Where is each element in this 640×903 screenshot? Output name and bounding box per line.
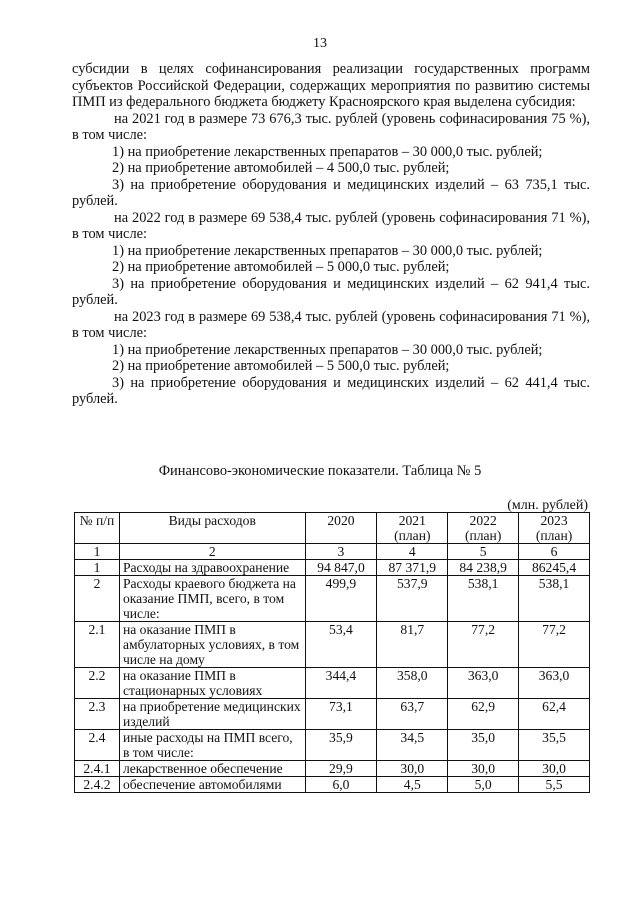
column-number: 1 xyxy=(75,544,120,560)
year-2022-paragraph: на 2022 год в размере 69 538,4 тыс. рублей (уровень софинасирования 71 %), в том числе: xyxy=(72,209,590,242)
row-number: 2.3 xyxy=(75,699,120,730)
value-2020: 35,9 xyxy=(305,730,377,761)
column-number: 4 xyxy=(377,544,448,560)
table-row xyxy=(75,668,590,699)
value-2022: 84 238,9 xyxy=(448,560,519,576)
table-row xyxy=(75,730,590,761)
value-2020: 6,0 xyxy=(305,777,377,793)
row-name: иные расходы на ПМП всего, в том числе: xyxy=(119,730,305,761)
value-2023: 30,0 xyxy=(519,761,590,777)
value-2022: 538,1 xyxy=(448,576,519,622)
value-2021: 34,5 xyxy=(377,730,448,761)
value-2021: 4,5 xyxy=(377,777,448,793)
value-2023: 35,5 xyxy=(519,730,590,761)
table-row xyxy=(75,576,590,622)
row-name: Расходы краевого бюджета на оказание ПМП, всего, в том числе: xyxy=(119,576,305,622)
value-2021: 63,7 xyxy=(377,699,448,730)
list-item: 1) на приобретение лекарственных препаратов – 30 000,0 тыс. рублей; xyxy=(112,341,543,358)
header-2023: 2023 (план) xyxy=(519,513,590,544)
value-2023: 538,1 xyxy=(519,576,590,622)
value-2021: 537,9 xyxy=(377,576,448,622)
value-2020: 73,1 xyxy=(305,699,377,730)
value-2020: 29,9 xyxy=(305,761,377,777)
list-item: 1) на приобретение лекарственных препаратов – 30 000,0 тыс. рублей; xyxy=(112,143,543,160)
value-2020: 499,9 xyxy=(305,576,377,622)
financial-table xyxy=(74,512,590,793)
value-2023: 5,5 xyxy=(519,777,590,793)
column-number: 6 xyxy=(519,544,590,560)
row-name: обеспечение автомобилями xyxy=(119,777,305,793)
row-number: 2.4.2 xyxy=(75,777,120,793)
column-number: 5 xyxy=(448,544,519,560)
value-2021: 87 371,9 xyxy=(377,560,448,576)
value-2022: 35,0 xyxy=(448,730,519,761)
list-item: 2) на приобретение автомобилей – 5 000,0 тыс. рублей; xyxy=(112,259,450,275)
header-2020: 2020 xyxy=(305,513,377,544)
value-2020: 344,4 xyxy=(305,668,377,699)
row-name: на оказание ПМП в амбулаторных условиях, в том числе на дому xyxy=(119,622,305,668)
list-item: 3) на приобретение оборудования и медицинских изделий – 62 441,4 тыс. рублей. xyxy=(72,374,590,407)
row-name: Расходы на здравоохранение xyxy=(119,560,305,576)
row-number: 2 xyxy=(75,576,120,622)
row-number: 2.4 xyxy=(75,730,120,761)
value-2021: 81,7 xyxy=(377,622,448,668)
value-2022: 77,2 xyxy=(448,622,519,668)
body-text xyxy=(72,61,590,408)
column-number: 3 xyxy=(305,544,377,560)
value-2020: 94 847,0 xyxy=(305,560,377,576)
value-2023: 62,4 xyxy=(519,699,590,730)
header-num: № п/п xyxy=(75,513,120,544)
list-item: 1) на приобретение лекарственных препаратов – 30 000,0 тыс. рублей; xyxy=(112,242,543,259)
row-number: 2.2 xyxy=(75,668,120,699)
value-2023: 86245,4 xyxy=(519,560,590,576)
value-2022: 30,0 xyxy=(448,761,519,777)
list-item: 3) на приобретение оборудования и медицинских изделий – 62 941,4 тыс. рублей. xyxy=(72,275,590,308)
table-row xyxy=(75,699,590,730)
table-row xyxy=(75,761,590,777)
column-number: 2 xyxy=(119,544,305,560)
header-2021: 2021 (план) xyxy=(377,513,448,544)
row-number: 2.1 xyxy=(75,622,120,668)
table-row xyxy=(75,622,590,668)
list-item: 2) на приобретение автомобилей – 4 500,0 тыс. рублей; xyxy=(112,160,450,176)
table-row xyxy=(75,560,590,576)
value-2021: 30,0 xyxy=(377,761,448,777)
table-title: Финансово-экономические показатели. Таблица № 5 xyxy=(158,463,482,479)
header-name: Виды расходов xyxy=(119,513,305,544)
row-number: 2.4.1 xyxy=(75,761,120,777)
table-row xyxy=(75,777,590,793)
page-number: 13 xyxy=(313,36,327,51)
row-name: лекарственное обеспечение xyxy=(119,761,305,777)
intro-paragraph: субсидии в целях софинансирования реализации государственных программ субъектов Российской Федерации, содержащих мероприятия по развитию системы ПМП из федерального бюджета бюджету Красноярского края выделена субсидия: xyxy=(72,61,590,110)
value-2022: 5,0 xyxy=(448,777,519,793)
value-2020: 53,4 xyxy=(305,622,377,668)
row-name: на оказание ПМП в стационарных условиях xyxy=(119,668,305,699)
row-name: на приобретение медицинских изделий xyxy=(119,699,305,730)
table-units: (млн. рублей) xyxy=(507,498,588,513)
list-item: 2) на приобретение автомобилей – 5 500,0 тыс. рублей; xyxy=(112,358,450,374)
row-number: 1 xyxy=(75,560,120,576)
year-2021-paragraph: на 2021 год в размере 73 676,3 тыс. рублей (уровень софинасирования 75 %), в том числе: xyxy=(72,110,590,143)
header-2022: 2022 (план) xyxy=(448,513,519,544)
value-2021: 358,0 xyxy=(377,668,448,699)
value-2023: 363,0 xyxy=(519,668,590,699)
value-2022: 363,0 xyxy=(448,668,519,699)
value-2023: 77,2 xyxy=(519,622,590,668)
value-2022: 62,9 xyxy=(448,699,519,730)
list-item: 3) на приобретение оборудования и медицинских изделий – 63 735,1 тыс. рублей. xyxy=(72,176,590,209)
year-2023-paragraph: на 2023 год в размере 69 538,4 тыс. рублей (уровень софинасирования 71 %), в том числе: xyxy=(72,308,590,341)
column-number-row xyxy=(75,544,590,560)
